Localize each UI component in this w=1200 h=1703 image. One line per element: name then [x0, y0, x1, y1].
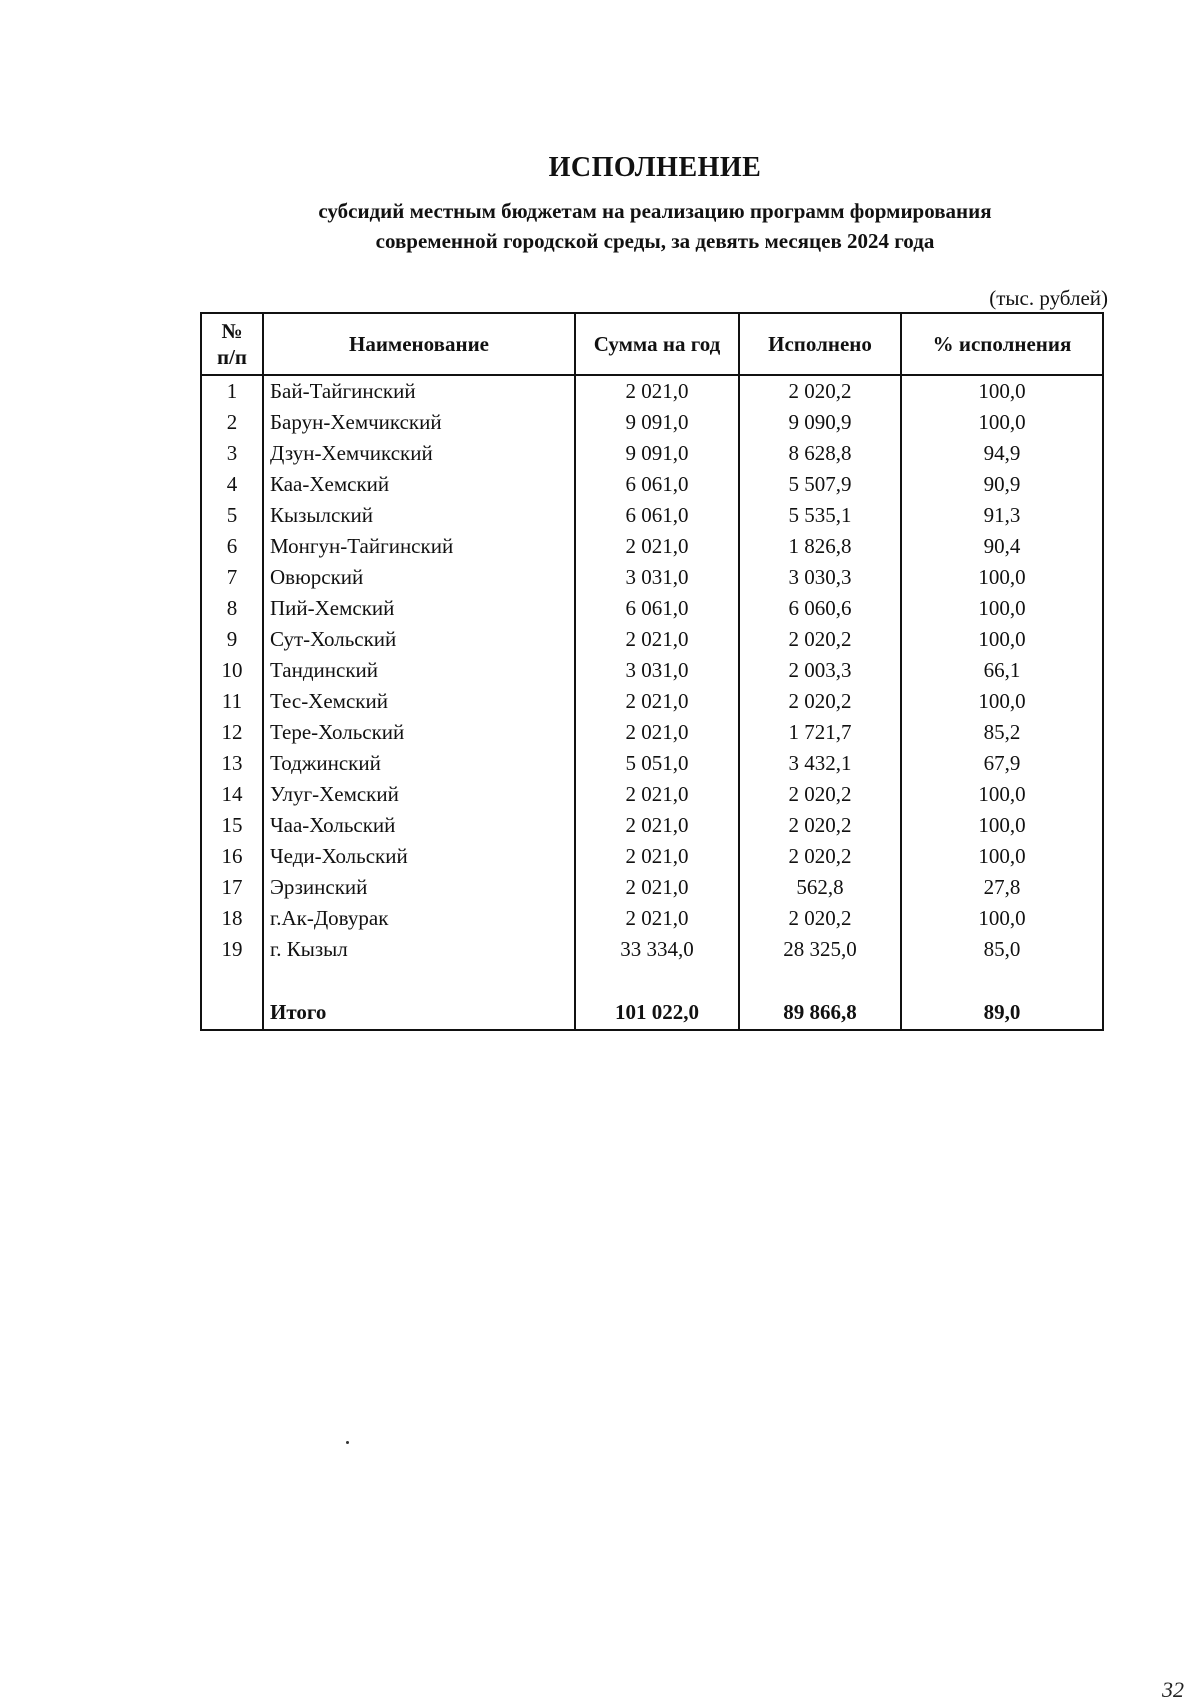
header-year-sum: Сумма на год — [575, 313, 739, 375]
cell-executed: 2 020,2 — [739, 903, 901, 934]
cell-percent: 66,1 — [901, 655, 1103, 686]
cell-percent: 100,0 — [901, 779, 1103, 810]
total-year-sum: 101 022,0 — [575, 995, 739, 1030]
cell-num: 11 — [201, 686, 263, 717]
cell-year-sum: 6 061,0 — [575, 593, 739, 624]
cell-num: 13 — [201, 748, 263, 779]
cell-year-sum: 2 021,0 — [575, 624, 739, 655]
spacer-cell — [739, 965, 901, 995]
cell-executed: 2 020,2 — [739, 810, 901, 841]
cell-executed: 28 325,0 — [739, 934, 901, 965]
cell-num: 10 — [201, 655, 263, 686]
cell-executed: 1 721,7 — [739, 717, 901, 748]
cell-year-sum: 2 021,0 — [575, 717, 739, 748]
subsidy-execution-table — [200, 312, 1104, 1031]
page-number: 32 — [1162, 1677, 1184, 1702]
cell-executed: 562,8 — [739, 872, 901, 903]
table-row — [201, 624, 1103, 655]
total-row — [201, 995, 1103, 1030]
cell-year-sum: 6 061,0 — [575, 469, 739, 500]
cell-executed: 3 432,1 — [739, 748, 901, 779]
cell-year-sum: 2 021,0 — [575, 841, 739, 872]
cell-num: 7 — [201, 562, 263, 593]
cell-executed: 2 020,2 — [739, 624, 901, 655]
cell-percent: 100,0 — [901, 686, 1103, 717]
cell-year-sum: 9 091,0 — [575, 438, 739, 469]
cell-name: Эрзинский — [263, 872, 575, 903]
cell-name: Тере-Хольский — [263, 717, 575, 748]
cell-num: 3 — [201, 438, 263, 469]
cell-percent: 90,9 — [901, 469, 1103, 500]
cell-executed: 2 003,3 — [739, 655, 901, 686]
spacer-cell — [263, 965, 575, 995]
cell-percent: 100,0 — [901, 562, 1103, 593]
cell-percent: 100,0 — [901, 407, 1103, 438]
cell-year-sum: 33 334,0 — [575, 934, 739, 965]
table-row — [201, 748, 1103, 779]
cell-year-sum: 5 051,0 — [575, 748, 739, 779]
subtitle-line-2: современной городской среды, за девять месяцев 2024 года — [375, 229, 935, 253]
cell-executed: 5 535,1 — [739, 500, 901, 531]
cell-num: 8 — [201, 593, 263, 624]
table-row — [201, 810, 1103, 841]
cell-percent: 100,0 — [901, 375, 1103, 407]
table-header-row — [201, 313, 1103, 375]
cell-name: Пий-Хемский — [263, 593, 575, 624]
subtitle-line-1: субсидий местным бюджетам на реализацию программ формирования — [318, 199, 992, 223]
cell-percent: 100,0 — [901, 841, 1103, 872]
cell-percent: 67,9 — [901, 748, 1103, 779]
cell-percent: 100,0 — [901, 903, 1103, 934]
cell-num: 4 — [201, 469, 263, 500]
cell-percent: 100,0 — [901, 810, 1103, 841]
cell-num: 1 — [201, 375, 263, 407]
cell-percent: 94,9 — [901, 438, 1103, 469]
header-executed: Исполнено — [739, 313, 901, 375]
table-row — [201, 562, 1103, 593]
cell-name: Каа-Хемский — [263, 469, 575, 500]
cell-executed: 2 020,2 — [739, 686, 901, 717]
cell-name: Монгун-Тайгинский — [263, 531, 575, 562]
cell-name: Барун-Хемчикский — [263, 407, 575, 438]
cell-executed: 2 020,2 — [739, 841, 901, 872]
total-name: Итого — [263, 995, 575, 1030]
cell-executed: 1 826,8 — [739, 531, 901, 562]
cell-executed: 2 020,2 — [739, 375, 901, 407]
cell-name: Тоджинский — [263, 748, 575, 779]
spacer-cell — [201, 965, 263, 995]
table-row — [201, 469, 1103, 500]
table-row — [201, 531, 1103, 562]
cell-percent: 90,4 — [901, 531, 1103, 562]
cell-year-sum: 9 091,0 — [575, 407, 739, 438]
cell-year-sum: 2 021,0 — [575, 779, 739, 810]
header-percent: % исполнения — [901, 313, 1103, 375]
cell-name: Чеди-Хольский — [263, 841, 575, 872]
stray-dot — [346, 1441, 349, 1444]
cell-percent: 85,2 — [901, 717, 1103, 748]
table-row — [201, 934, 1103, 965]
cell-name: Кызылский — [263, 500, 575, 531]
cell-year-sum: 2 021,0 — [575, 872, 739, 903]
table-row — [201, 438, 1103, 469]
cell-name: Тандинский — [263, 655, 575, 686]
cell-executed: 5 507,9 — [739, 469, 901, 500]
cell-executed: 2 020,2 — [739, 779, 901, 810]
cell-executed: 9 090,9 — [739, 407, 901, 438]
table-row — [201, 686, 1103, 717]
cell-year-sum: 2 021,0 — [575, 810, 739, 841]
cell-percent: 27,8 — [901, 872, 1103, 903]
cell-year-sum: 2 021,0 — [575, 375, 739, 407]
cell-executed: 6 060,6 — [739, 593, 901, 624]
cell-num: 6 — [201, 531, 263, 562]
cell-name: Бай-Тайгинский — [263, 375, 575, 407]
table-row — [201, 872, 1103, 903]
cell-name: Улуг-Хемский — [263, 779, 575, 810]
table-row — [201, 903, 1103, 934]
cell-num: 18 — [201, 903, 263, 934]
table-row — [201, 500, 1103, 531]
cell-executed: 8 628,8 — [739, 438, 901, 469]
cell-num: 15 — [201, 810, 263, 841]
cell-num: 5 — [201, 500, 263, 531]
cell-name: г. Кызыл — [263, 934, 575, 965]
cell-num: 14 — [201, 779, 263, 810]
table-row — [201, 779, 1103, 810]
cell-name: Тес-Хемский — [263, 686, 575, 717]
total-num — [201, 995, 263, 1030]
header-num: № п/п — [201, 313, 263, 375]
table-row — [201, 717, 1103, 748]
cell-num: 16 — [201, 841, 263, 872]
cell-name: г.Ак-Довурак — [263, 903, 575, 934]
spacer-row — [201, 965, 1103, 995]
spacer-cell — [575, 965, 739, 995]
cell-name: Овюрский — [263, 562, 575, 593]
table-row — [201, 375, 1103, 407]
table-row — [201, 593, 1103, 624]
cell-year-sum: 2 021,0 — [575, 531, 739, 562]
cell-year-sum: 2 021,0 — [575, 903, 739, 934]
document-title: ИСПОЛНЕНИЕ — [548, 152, 762, 183]
cell-num: 19 — [201, 934, 263, 965]
units-label: (тыс. рублей) — [989, 286, 1108, 310]
cell-year-sum: 6 061,0 — [575, 500, 739, 531]
cell-percent: 100,0 — [901, 624, 1103, 655]
header-name: Наименование — [263, 313, 575, 375]
total-percent: 89,0 — [901, 995, 1103, 1030]
cell-num: 9 — [201, 624, 263, 655]
cell-percent: 85,0 — [901, 934, 1103, 965]
table-row — [201, 655, 1103, 686]
cell-year-sum: 3 031,0 — [575, 655, 739, 686]
table-row — [201, 841, 1103, 872]
cell-num: 17 — [201, 872, 263, 903]
spacer-cell — [901, 965, 1103, 995]
document-subtitle — [0, 196, 1200, 256]
total-executed: 89 866,8 — [739, 995, 901, 1030]
cell-year-sum: 3 031,0 — [575, 562, 739, 593]
cell-num: 2 — [201, 407, 263, 438]
cell-name: Чаа-Хольский — [263, 810, 575, 841]
cell-name: Дзун-Хемчикский — [263, 438, 575, 469]
table-row — [201, 407, 1103, 438]
cell-name: Сут-Хольский — [263, 624, 575, 655]
cell-executed: 3 030,3 — [739, 562, 901, 593]
cell-percent: 100,0 — [901, 593, 1103, 624]
cell-num: 12 — [201, 717, 263, 748]
cell-percent: 91,3 — [901, 500, 1103, 531]
cell-year-sum: 2 021,0 — [575, 686, 739, 717]
